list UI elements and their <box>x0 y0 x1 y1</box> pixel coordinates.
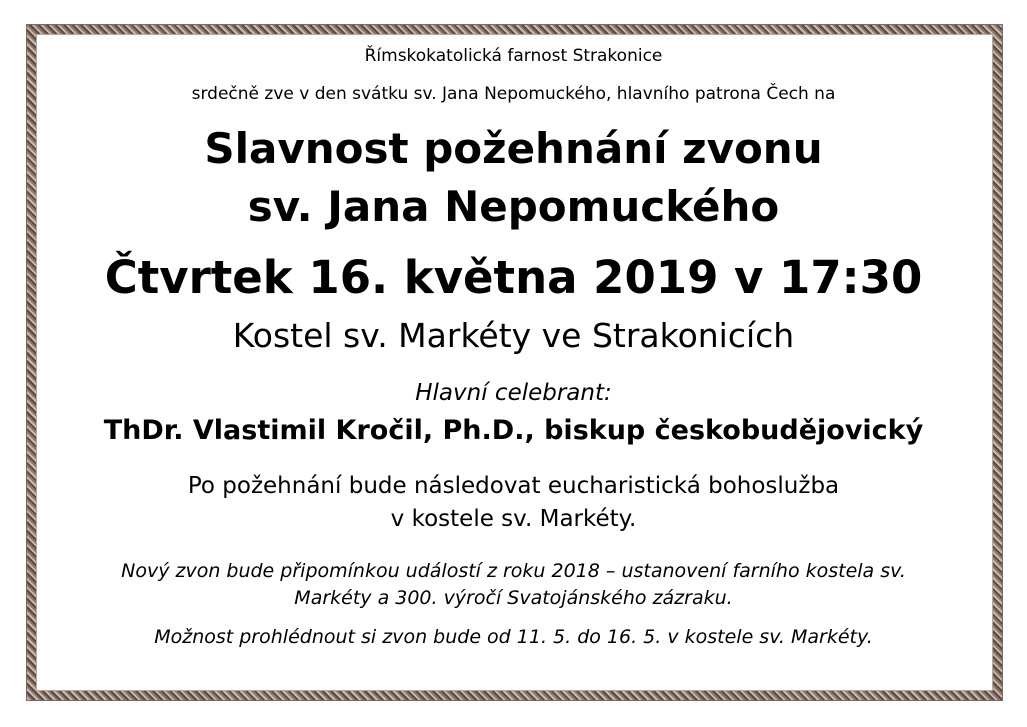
bell-note-line2: Markéty a 300. výročí Svatojánského zázraku. <box>294 587 733 609</box>
mass-info-line2: v kostele sv. Markéty. <box>390 506 637 532</box>
event-venue: Kostel sv. Markéty ve Strakonicích <box>232 316 795 355</box>
invitation-line: srdečně zve v den svátku sv. Jana Nepomuckého, hlavního patrona Čech na <box>191 84 836 104</box>
bell-note-line1: Nový zvon bude připomínkou událostí z roku 2018 – ustanovení farního kostela sv. <box>121 560 906 582</box>
parish-name: Římskokatolická farnost Strakonice <box>364 46 663 66</box>
mass-info-line1: Po požehnání bude následovat eucharistická bohoslužba <box>187 473 840 499</box>
event-title-line1: Slavnost požehnání zvonu <box>204 124 823 173</box>
celebrant-label: Hlavní celebrant: <box>415 380 612 406</box>
event-datetime: Čtvrtek 16. května 2019 v 17:30 <box>104 251 923 304</box>
event-title-line2: sv. Jana Nepomuckého <box>247 182 780 231</box>
celebrant-name: ThDr. Vlastimil Kročil, Ph.D., biskup českobudějovický <box>103 415 924 446</box>
viewing-note: Možnost prohlédnout si zvon bude od 11. 5. do 16. 5. v kostele sv. Markéty. <box>154 626 873 648</box>
